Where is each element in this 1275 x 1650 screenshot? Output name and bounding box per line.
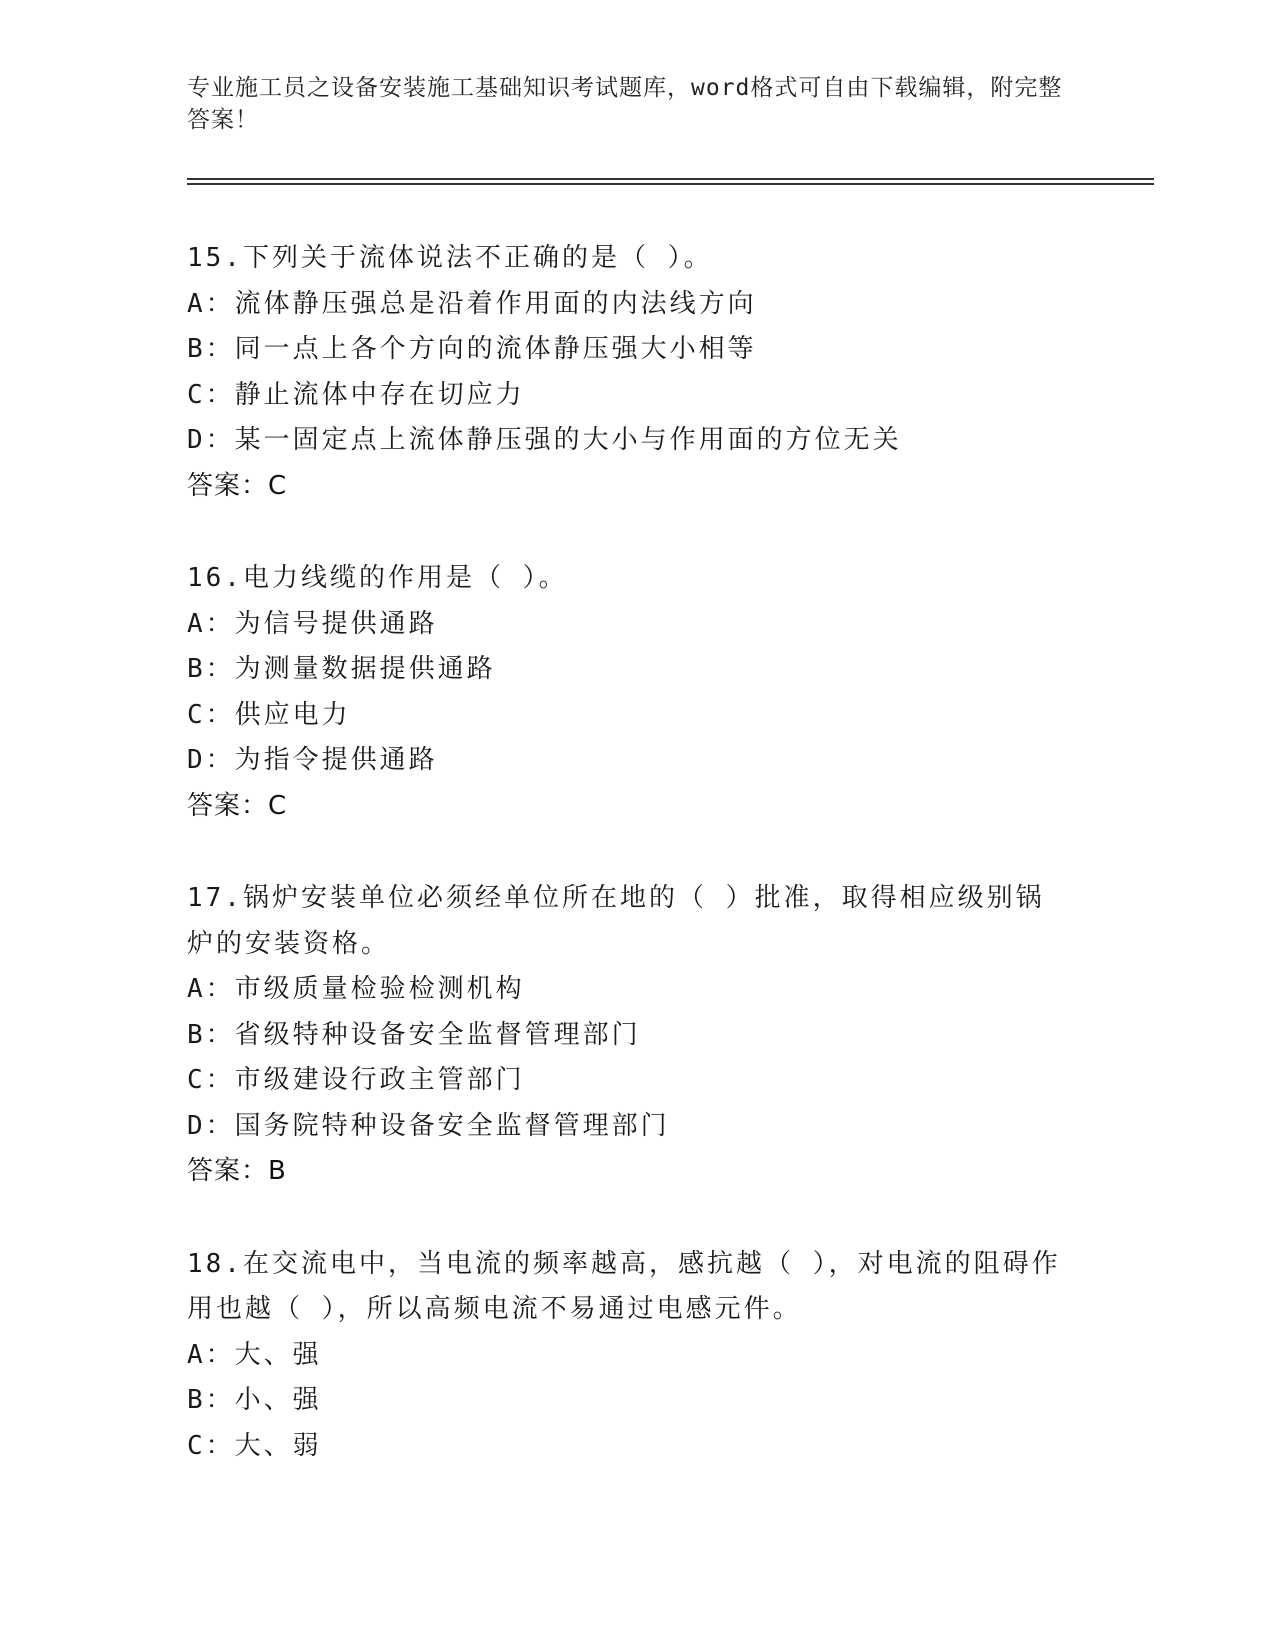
- option-d: D：某一固定点上流体静压强的大小与作用面的方位无关: [187, 425, 902, 455]
- question-stem: 15.下列关于流体说法不正确的是（ ）。: [187, 243, 713, 273]
- option-b: B：省级特种设备安全监督管理部门: [187, 1019, 641, 1050]
- option-c: C：市级建设行政主管部门: [187, 1065, 525, 1095]
- question-17: [187, 876, 1087, 1195]
- option-a: A：流体静压强总是沿着作用面的内法线方向: [187, 288, 757, 319]
- question-list: [187, 236, 1087, 1516]
- question-15: [187, 236, 1087, 509]
- document-header: 专业施工员之设备安装施工基础知识考试题库，word格式可自由下载编辑，附完整答案！: [187, 75, 1063, 133]
- question-16: [187, 556, 1087, 829]
- option-c: C：供应电力: [187, 699, 351, 730]
- option-a: A：大、强: [187, 1339, 322, 1370]
- option-d: D：国务院特种设备安全监督管理部门: [187, 1110, 670, 1141]
- option-a: A：市级质量检验检测机构: [187, 974, 525, 1004]
- option-b: B：为测量数据提供通路: [187, 654, 496, 684]
- answer-text: 答案：C: [187, 470, 288, 501]
- option-d: D：为指令提供通路: [187, 745, 438, 775]
- answer-text: 答案：B: [187, 1156, 287, 1186]
- question-stem: 18.在交流电中，当电流的频率越高，感抗越（ ），对电流的阻碍作用也越（ ），所以高频电流不易通过电感元件。: [187, 1248, 1061, 1324]
- option-c: C：大、弱: [187, 1430, 322, 1461]
- option-b: B：小、强: [187, 1385, 322, 1415]
- header-divider-top: [187, 178, 1154, 180]
- option-b: B：同一点上各个方向的流体静压强大小相等: [187, 334, 757, 364]
- option-a: A：为信号提供通路: [187, 608, 438, 639]
- question-stem: 16.电力线缆的作用是（ ）。: [187, 563, 568, 593]
- header-divider-bottom: [187, 183, 1154, 185]
- option-c: C：静止流体中存在切应力: [187, 379, 525, 410]
- answer-text: 答案：C: [187, 790, 288, 821]
- question-18: [187, 1242, 1087, 1470]
- question-stem: 17.锅炉安装单位必须经单位所在地的（ ）批准，取得相应级别锅炉的安装资格。: [187, 883, 1045, 959]
